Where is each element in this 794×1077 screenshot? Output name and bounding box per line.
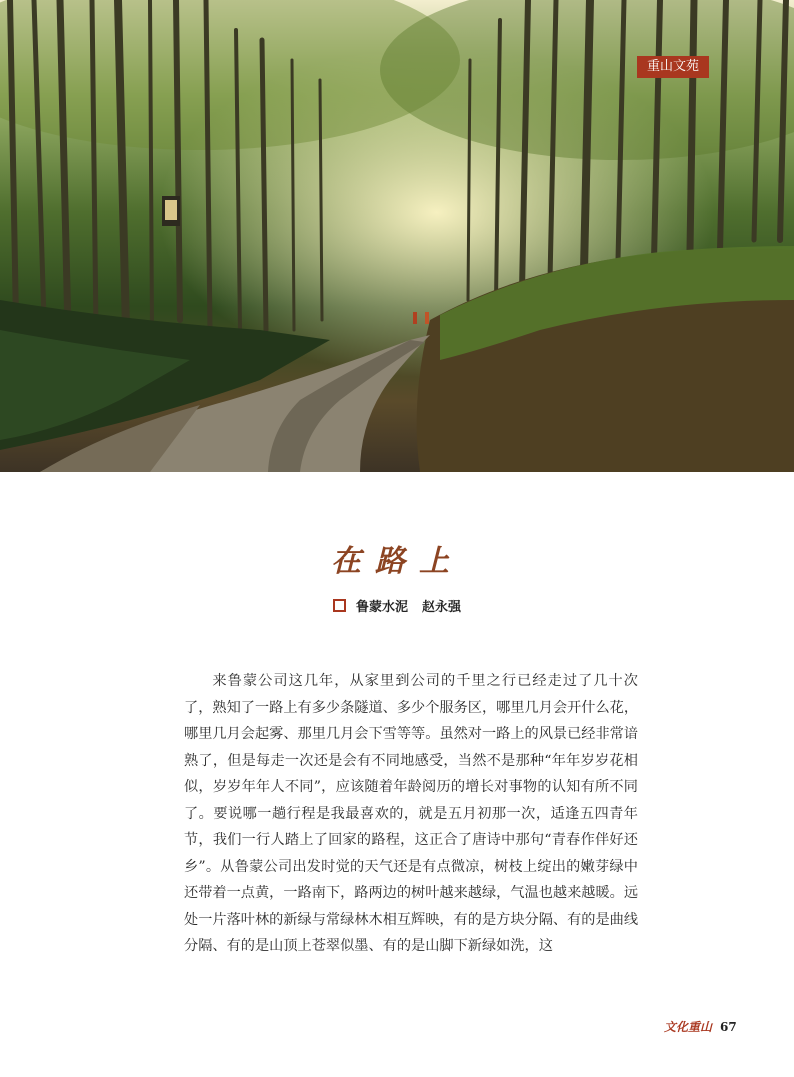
hero-photo-bamboo-path [0, 0, 794, 472]
magazine-logo: 文化重山 [664, 1020, 713, 1034]
article-body: 来鲁蒙公司这几年，从家里到公司的千里之行已经走过了几十次了，熟知了一路上有多少条隧道、多少个服务区，哪里几月会开什么花，哪里几月会起雾、那里几月会下雪等等。虽然对一路上的风景已经非常谙熟了，但是每走一次还是会有不同地感受，当然不是那种“年年岁岁花相似，岁岁年年人不同”，应该随着年龄阅历的增长对事物的认知有所不同了。要说哪一趟行程是我最喜欢的，就是五月初那一次，适逢五四青年节，我们一行人踏上了回家的路程，这正合了唐诗中那句“青春作伴好还乡”。从鲁蒙公司出发时觉的天气还是有点微凉，树枝上绽出的嫩芽绿中还带着一点黄，一路南下，路两边的树叶越来越绿，气温也越来越暖。远处一片落叶林的新绿与常绿林木相互辉映，有的是方块分隔、有的是曲线分隔、有的是山顶上苍翠似墨、有的是山脚下新绿如洗，这 [184, 673, 639, 954]
page-footer [664, 1018, 737, 1035]
article-title: 在路上 [331, 544, 463, 579]
byline [0, 596, 794, 615]
page-number: 67 [720, 1020, 737, 1034]
author-name: 赵永强 [422, 600, 462, 615]
section-tag: 重山文苑 [637, 56, 709, 78]
author-org: 鲁蒙水泥 [355, 600, 408, 615]
square-bullet-icon [333, 599, 346, 612]
